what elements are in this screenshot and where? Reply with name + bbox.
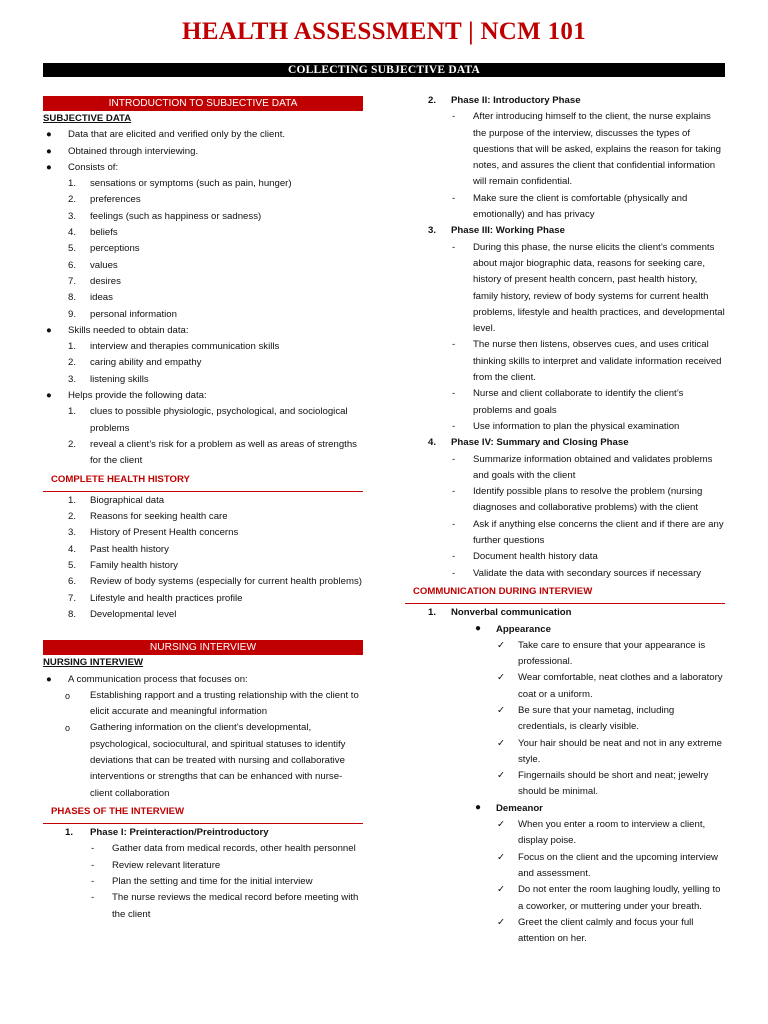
phase-title: Phase II: Introductory Phase bbox=[451, 95, 581, 106]
list-item: 4. beliefs bbox=[68, 227, 118, 239]
communication-item: 1. Nonverbal communication ● Appearance ✓ Take care to ensure that your appearance is professional. ✓ Wear comfortable, neat clothes and a laboratory coat or a uniform. ✓ Be sure that your nametag, including credentials, is clearly visible. ✓ Your hair should be neat and not in any extreme style. ✓ Fingernails should be short and neat; jewelry should be minimal. ● Demeanor ✓ When you enter a room to interview a client, display poise. ✓ Focus on the client and the upcoming interview and assessment. ✓ Do not enter the room laughing loudly, yelling to a coworker, or muttering under your breath. ✓ Greet the client calmly and focus your full attention on her. bbox=[405, 605, 725, 947]
phase-title: Phase IV: Summary and Closing Phase bbox=[451, 437, 629, 449]
right-column bbox=[405, 93, 725, 947]
list-item: o Establishing rapport and a trusting relationship with the client to elicit accurate and meaningful information bbox=[65, 689, 359, 718]
list-item: ✓ Take care to ensure that your appearance is professional. bbox=[497, 639, 706, 668]
list-item: ✓ Your hair should be neat and not in any extreme style. bbox=[497, 737, 722, 765]
list-item: - Gather data from medical records, other health personnel bbox=[91, 843, 356, 855]
checkmark-icon: ✓ bbox=[497, 819, 506, 831]
list-item: ✓ Be sure that your nametag, including credentials, is clearly visible. bbox=[497, 704, 675, 733]
category-item bbox=[451, 801, 725, 948]
list-item: 1. interview and therapies communication skills bbox=[68, 341, 280, 353]
checkmark-icon: ✓ bbox=[497, 916, 506, 928]
list-item: ● Helps provide the following data: bbox=[43, 388, 363, 404]
list-item: - After introducing himself to the client, the nurse explains the purpose of the interview, discusses the types of questions that will be asked, explains the reason for taking notes, and assures the client that confidential information will remain confidential. bbox=[452, 111, 721, 188]
list-item: 2. Reasons for seeking health care bbox=[68, 511, 228, 523]
list-item: 4. Past health history bbox=[68, 543, 169, 555]
phases-list-right bbox=[405, 93, 725, 582]
skills-list bbox=[43, 339, 363, 388]
complete-health-history-heading: COMPLETE HEALTH HISTORY bbox=[43, 470, 363, 492]
list-item: - Review relevant literature bbox=[91, 859, 221, 871]
phase-item: 3. Phase III: Working Phase - During this phase, the nurse elicits the client’s comments about major biographic data, reasons for seeking care, history of present health concern, past health history, family history, review of body systems for current health problems, lifestyle and health practices, and developmental level. - The nurse then listens, observes cues, and uses critical thinking skills to interpret and validate information received from the client. - Nurse and client collaborate to identify the client’s problems and goals - Use information to plan the physical examination bbox=[405, 223, 725, 435]
phases-heading: PHASES OF THE INTERVIEW bbox=[43, 802, 363, 824]
list-item: 5. perceptions bbox=[68, 243, 140, 255]
list-item: 8. ideas bbox=[68, 292, 113, 304]
list-item: 7. desires bbox=[68, 275, 121, 287]
list-item: - Identify possible plans to resolve the problem (nursing diagnoses and collaborative problems) with the client bbox=[452, 486, 703, 514]
list-item: ✓ When you enter a room to interview a client, display poise. bbox=[497, 819, 706, 847]
checkmark-icon: ✓ bbox=[497, 737, 506, 749]
bullet-icon: ● bbox=[475, 801, 482, 813]
phase-item: 2. Phase II: Introductory Phase - After introducing himself to the client, the nurse explains the purpose of the interview, discusses the types of questions that will be asked, explains the reason for taking notes, and assures the client that confidential information will remain confidential. - Make sure the client is comfortable (physically and emotionally) and has privacy bbox=[405, 93, 725, 223]
communication-list bbox=[405, 605, 725, 947]
list-item: 9. personal information bbox=[68, 308, 177, 320]
checkmark-icon: ✓ bbox=[497, 639, 506, 651]
nursing-interview-heading: NURSING INTERVIEW bbox=[43, 657, 144, 669]
list-item: - The nurse then listens, observes cues, and uses critical thinking skills to interpret and validate information received from the client. bbox=[452, 339, 722, 384]
focus-list bbox=[43, 688, 363, 802]
list-item: 7. Lifestyle and health practices profile bbox=[68, 592, 243, 604]
bullet-icon: ● bbox=[46, 129, 52, 141]
checkmark-icon: ✓ bbox=[497, 884, 506, 896]
list-item: ● Skills needed to obtain data: bbox=[43, 323, 363, 339]
list-item: 2. reveal a client’s risk for a problem as well as areas of strengths for the client bbox=[68, 438, 357, 467]
communication-title: Nonverbal communication bbox=[451, 607, 572, 619]
bullet-icon: ● bbox=[46, 673, 52, 685]
phase-item: 4. Phase IV: Summary and Closing Phase - Summarize information obtained and validates problems and goals with the client - Identify possible plans to resolve the problem (nursing diagnoses and collaborative problems) with the client - Ask if anything else concerns the client and if there are any further questions - Document health history data - Validate the data with secondary sources if necessary bbox=[405, 435, 725, 582]
list-item: 2. preferences bbox=[68, 194, 141, 206]
subjective-data-heading: SUBJECTIVE DATA bbox=[43, 113, 132, 124]
list-item: 1. sensations or symptoms (such as pain, hunger) bbox=[68, 178, 292, 190]
list-item: 2. caring ability and empathy bbox=[68, 357, 202, 369]
list-item: 3. History of Present Health concerns bbox=[68, 527, 239, 539]
list-item: - The nurse reviews the medical record before meeting with the client bbox=[91, 892, 359, 920]
section-title-bar: COLLECTING SUBJECTIVE DATA bbox=[43, 63, 725, 77]
list-item: - Summarize information obtained and validates problems and goals with the client bbox=[452, 453, 713, 481]
checkmark-icon: ✓ bbox=[497, 770, 506, 782]
list-item: ● Obtained through interviewing. bbox=[43, 144, 363, 160]
bullet-icon: ● bbox=[46, 161, 52, 173]
category-item bbox=[451, 622, 725, 801]
bullet-icon: ● bbox=[475, 622, 482, 634]
communication-heading: COMMUNICATION DURING INTERVIEW bbox=[405, 582, 725, 604]
list-item: o Gathering information on the client’s developmental, psychological, sociocultural, and spiritual statuses to identify deviations that can be treated with nursing and collaborative interventions or strengths that can be enhanced with nurse-client collaboration bbox=[65, 722, 346, 799]
list-item: - Use information to plan the physical examination bbox=[452, 420, 680, 432]
list-item: ✓ Focus on the client and the upcoming interview and assessment. bbox=[497, 851, 718, 879]
list-item: 8. Developmental level bbox=[68, 608, 177, 620]
phases-list-left bbox=[43, 825, 363, 923]
phase-title: Phase I: Preinteraction/Preintroductory bbox=[90, 827, 269, 839]
list-item: ● A communication process that focuses on: bbox=[43, 672, 363, 688]
list-item: 5. Family health history bbox=[68, 560, 178, 572]
bullet-icon: ● bbox=[46, 390, 52, 402]
list-item: ✓ Do not enter the room laughing loudly, yelling to a coworker, or muttering under your breath. bbox=[497, 884, 721, 912]
circle-bullet-icon: o bbox=[65, 723, 71, 734]
list-item: 3. feelings (such as happiness or sadness) bbox=[68, 210, 262, 222]
checkmark-icon: ✓ bbox=[497, 851, 506, 863]
category-title: Demeanor bbox=[496, 802, 543, 814]
nursing-interview-band: NURSING INTERVIEW bbox=[43, 640, 363, 655]
list-item: - Nurse and client collaborate to identify the client’s problems and goals bbox=[452, 388, 684, 416]
consists-of-list bbox=[43, 176, 363, 323]
category-title: Appearance bbox=[496, 623, 551, 635]
list-item: ● Data that are elicited and verified only by the client. bbox=[43, 127, 363, 143]
bullet-icon: ● bbox=[46, 324, 52, 336]
list-item: - Ask if anything else concerns the client and if there are any further questions bbox=[452, 518, 724, 547]
list-item: 3. listening skills bbox=[68, 373, 149, 385]
list-item: 6. values bbox=[68, 259, 118, 271]
list-item: - During this phase, the nurse elicits the client’s comments about major biographic data, reasons for seeking care, history of present health concern, past health history, family history, review of body systems for current health problems, lifestyle and health practices, and developmental level. bbox=[452, 241, 725, 335]
list-item: - Document health history data bbox=[452, 551, 598, 563]
checkmark-icon: ✓ bbox=[497, 704, 506, 716]
list-item: - Validate the data with secondary sources if necessary bbox=[452, 567, 702, 579]
list-item: 1. clues to possible physiologic, psychological, and sociological problems bbox=[68, 406, 348, 434]
circle-bullet-icon: o bbox=[65, 690, 71, 701]
list-item: ● Consists of: bbox=[43, 160, 363, 176]
list-item: ✓ Wear comfortable, neat clothes and a laboratory coat or a uniform. bbox=[497, 672, 723, 700]
list-item: - Plan the setting and time for the initial interview bbox=[91, 876, 313, 888]
list-item: 6. Review of body systems (especially for current health problems) bbox=[68, 576, 362, 588]
list-item: ✓ Fingernails should be short and neat; jewelry should be minimal. bbox=[497, 770, 709, 798]
page-title: HEALTH ASSESSMENT | NCM 101 bbox=[182, 18, 586, 45]
list-item: - Make sure the client is comfortable (physically and emotionally) and has privacy bbox=[452, 192, 688, 221]
phase-item: 1. Phase I: Preinteraction/Preintroductory - Gather data from medical records, other health personnel - Review relevant literature - Plan the setting and time for the initial interview - The nurse reviews the medical record before meeting with the client bbox=[43, 825, 363, 923]
health-history-list bbox=[43, 493, 363, 623]
provides-data-list bbox=[43, 404, 363, 469]
intro-band: INTRODUCTION TO SUBJECTIVE DATA bbox=[43, 96, 363, 111]
checkmark-icon: ✓ bbox=[497, 672, 506, 684]
list-item: ✓ Greet the client calmly and focus your full attention on her. bbox=[497, 916, 694, 945]
bullet-icon: ● bbox=[46, 145, 52, 157]
list-item: 1. Biographical data bbox=[68, 494, 165, 506]
left-column bbox=[43, 96, 363, 923]
phase-title: Phase III: Working Phase bbox=[451, 225, 565, 237]
subjective-data-list bbox=[43, 127, 363, 176]
